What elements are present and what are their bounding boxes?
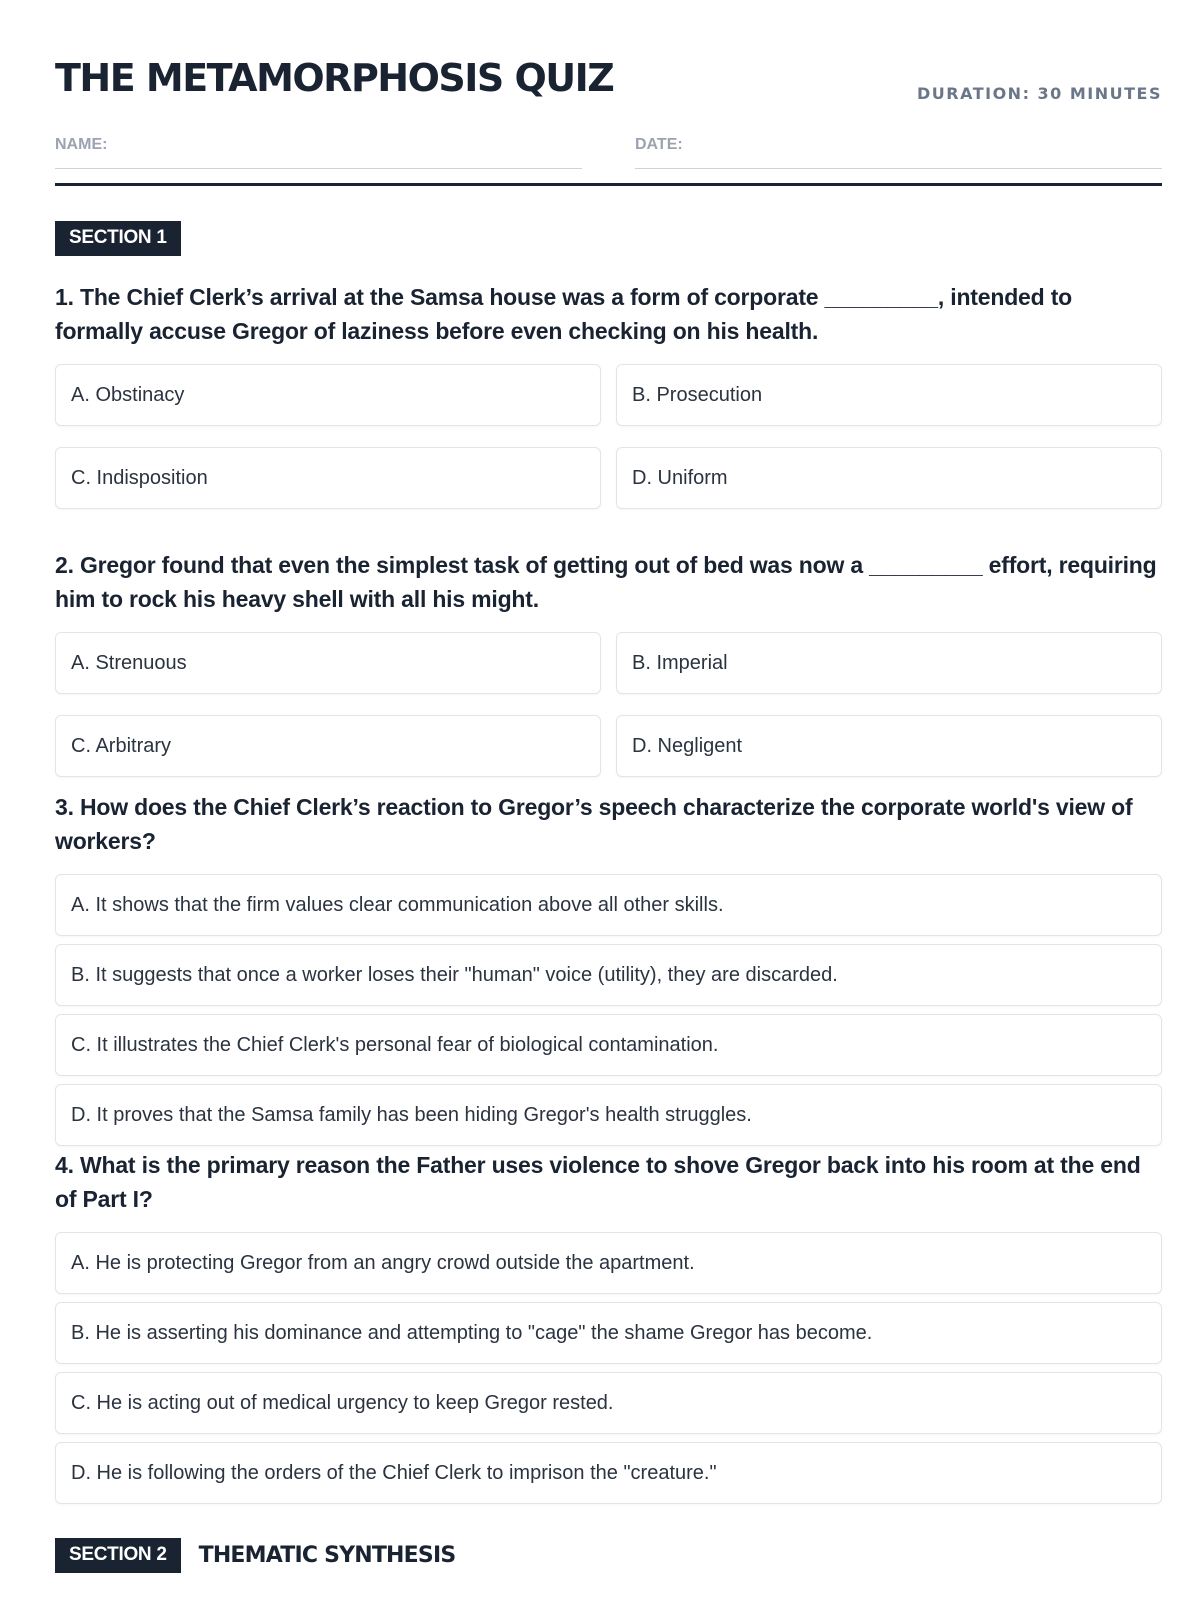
quiz-header xyxy=(55,0,1162,190)
answer-option[interactable]: B. Imperial xyxy=(616,632,1162,694)
name-label: NAME: xyxy=(55,136,108,153)
quiz-page xyxy=(55,0,1162,1568)
answer-option[interactable]: B. He is asserting his dominance and attempting to "cage" the shame Gregor has become. xyxy=(55,1302,1162,1364)
answer-option[interactable]: C. It illustrates the Chief Clerk's personal fear of biological contamination. xyxy=(55,1014,1162,1076)
answer-options xyxy=(55,364,1162,509)
question-text: 1. The Chief Clerk’s arrival at the Samsa house was a form of corporate _________, intended to formally accuse Gregor of laziness before even checking on his health. xyxy=(55,284,1072,344)
section-badge: SECTION 2 xyxy=(55,1538,181,1573)
question-text: 3. How does the Chief Clerk’s reaction to Gregor’s speech characterize the corporate world's view of workers? xyxy=(55,794,1133,854)
answer-options xyxy=(55,1232,1162,1504)
name-field[interactable] xyxy=(55,128,582,169)
section-title: THEMATIC SYNTHESIS xyxy=(198,1543,456,1568)
answer-options xyxy=(55,874,1162,1146)
answer-option[interactable]: C. Arbitrary xyxy=(55,715,601,777)
answer-option[interactable]: B. It suggests that once a worker loses their "human" voice (utility), they are discarded. xyxy=(55,944,1162,1006)
header-divider xyxy=(55,183,1162,186)
section-1-header xyxy=(55,221,181,256)
answer-option[interactable]: C. Indisposition xyxy=(55,447,601,509)
question-text: 4. What is the primary reason the Father uses violence to shove Gregor back into his room at the end of Part I? xyxy=(55,1152,1141,1212)
date-field[interactable] xyxy=(635,128,1162,169)
answer-option[interactable]: A. It shows that the firm values clear communication above all other skills. xyxy=(55,874,1162,936)
answer-option[interactable]: A. Obstinacy xyxy=(55,364,601,426)
answer-option[interactable]: A. He is protecting Gregor from an angry crowd outside the apartment. xyxy=(55,1232,1162,1294)
answer-option[interactable]: D. It proves that the Samsa family has been hiding Gregor's health struggles. xyxy=(55,1084,1162,1146)
answer-option[interactable]: D. He is following the orders of the Chief Clerk to imprison the "creature." xyxy=(55,1442,1162,1504)
answer-option[interactable]: B. Prosecution xyxy=(616,364,1162,426)
question-2 xyxy=(55,548,1162,777)
question-text: 2. Gregor found that even the simplest task of getting out of bed was now a _________ effort, requiring him to rock his heavy shell with all his might. xyxy=(55,552,1157,612)
answer-options xyxy=(55,632,1162,777)
page-title: THE METAMORPHOSIS QUIZ xyxy=(55,56,614,100)
answer-option[interactable]: A. Strenuous xyxy=(55,632,601,694)
answer-option[interactable]: C. He is acting out of medical urgency to keep Gregor rested. xyxy=(55,1372,1162,1434)
answer-option[interactable]: D. Uniform xyxy=(616,447,1162,509)
section-badge: SECTION 1 xyxy=(55,221,181,256)
question-1 xyxy=(55,280,1162,509)
duration-label: DURATION: 30 MINUTES xyxy=(916,84,1162,103)
question-3 xyxy=(55,790,1162,1146)
date-label: DATE: xyxy=(635,136,683,153)
section-2-header xyxy=(55,1538,455,1573)
answer-option[interactable]: D. Negligent xyxy=(616,715,1162,777)
question-4 xyxy=(55,1148,1162,1504)
